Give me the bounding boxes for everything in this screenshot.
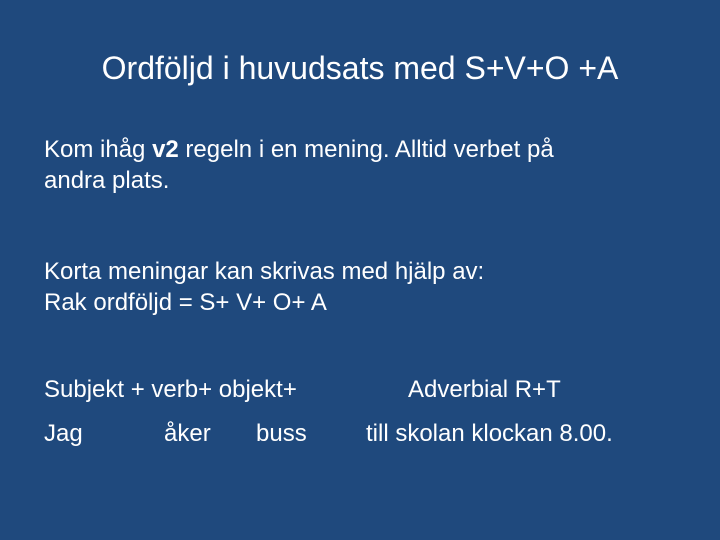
slide-title: Ordföljd i huvudsats med S+V+O +A: [101, 50, 619, 86]
example-object: buss: [256, 420, 307, 447]
paragraph-example: [44, 374, 684, 462]
example-sentence-row: [44, 418, 684, 462]
paragraph-v2-rule: [44, 134, 684, 196]
structure-adverbial: Adverbial R+T: [408, 376, 561, 403]
text-before-bold: Kom ihåg: [44, 136, 153, 163]
paragraph-v2-rule-line1: [44, 134, 684, 165]
paragraph-straight-word-order-line1: Korta meningar kan skrivas med hjälp av:: [44, 258, 485, 285]
example-verb: åker: [164, 420, 211, 447]
example-adverbial: till skolan klockan 8.00.: [366, 420, 613, 447]
example-structure-row: [44, 374, 684, 418]
paragraph-straight-word-order-line2: Rak ordföljd = S+ V+ O+ A: [44, 289, 327, 316]
example-subject: Jag: [44, 420, 83, 447]
paragraph-v2-rule-line2: andra plats.: [44, 167, 170, 194]
paragraph-straight-word-order: [44, 256, 684, 318]
text-after-bold: regeln i en mening. Alltid verbet på: [178, 136, 554, 163]
bold-term-v2: v2: [152, 136, 179, 163]
structure-svo: Subjekt + verb+ objekt+: [44, 376, 297, 403]
